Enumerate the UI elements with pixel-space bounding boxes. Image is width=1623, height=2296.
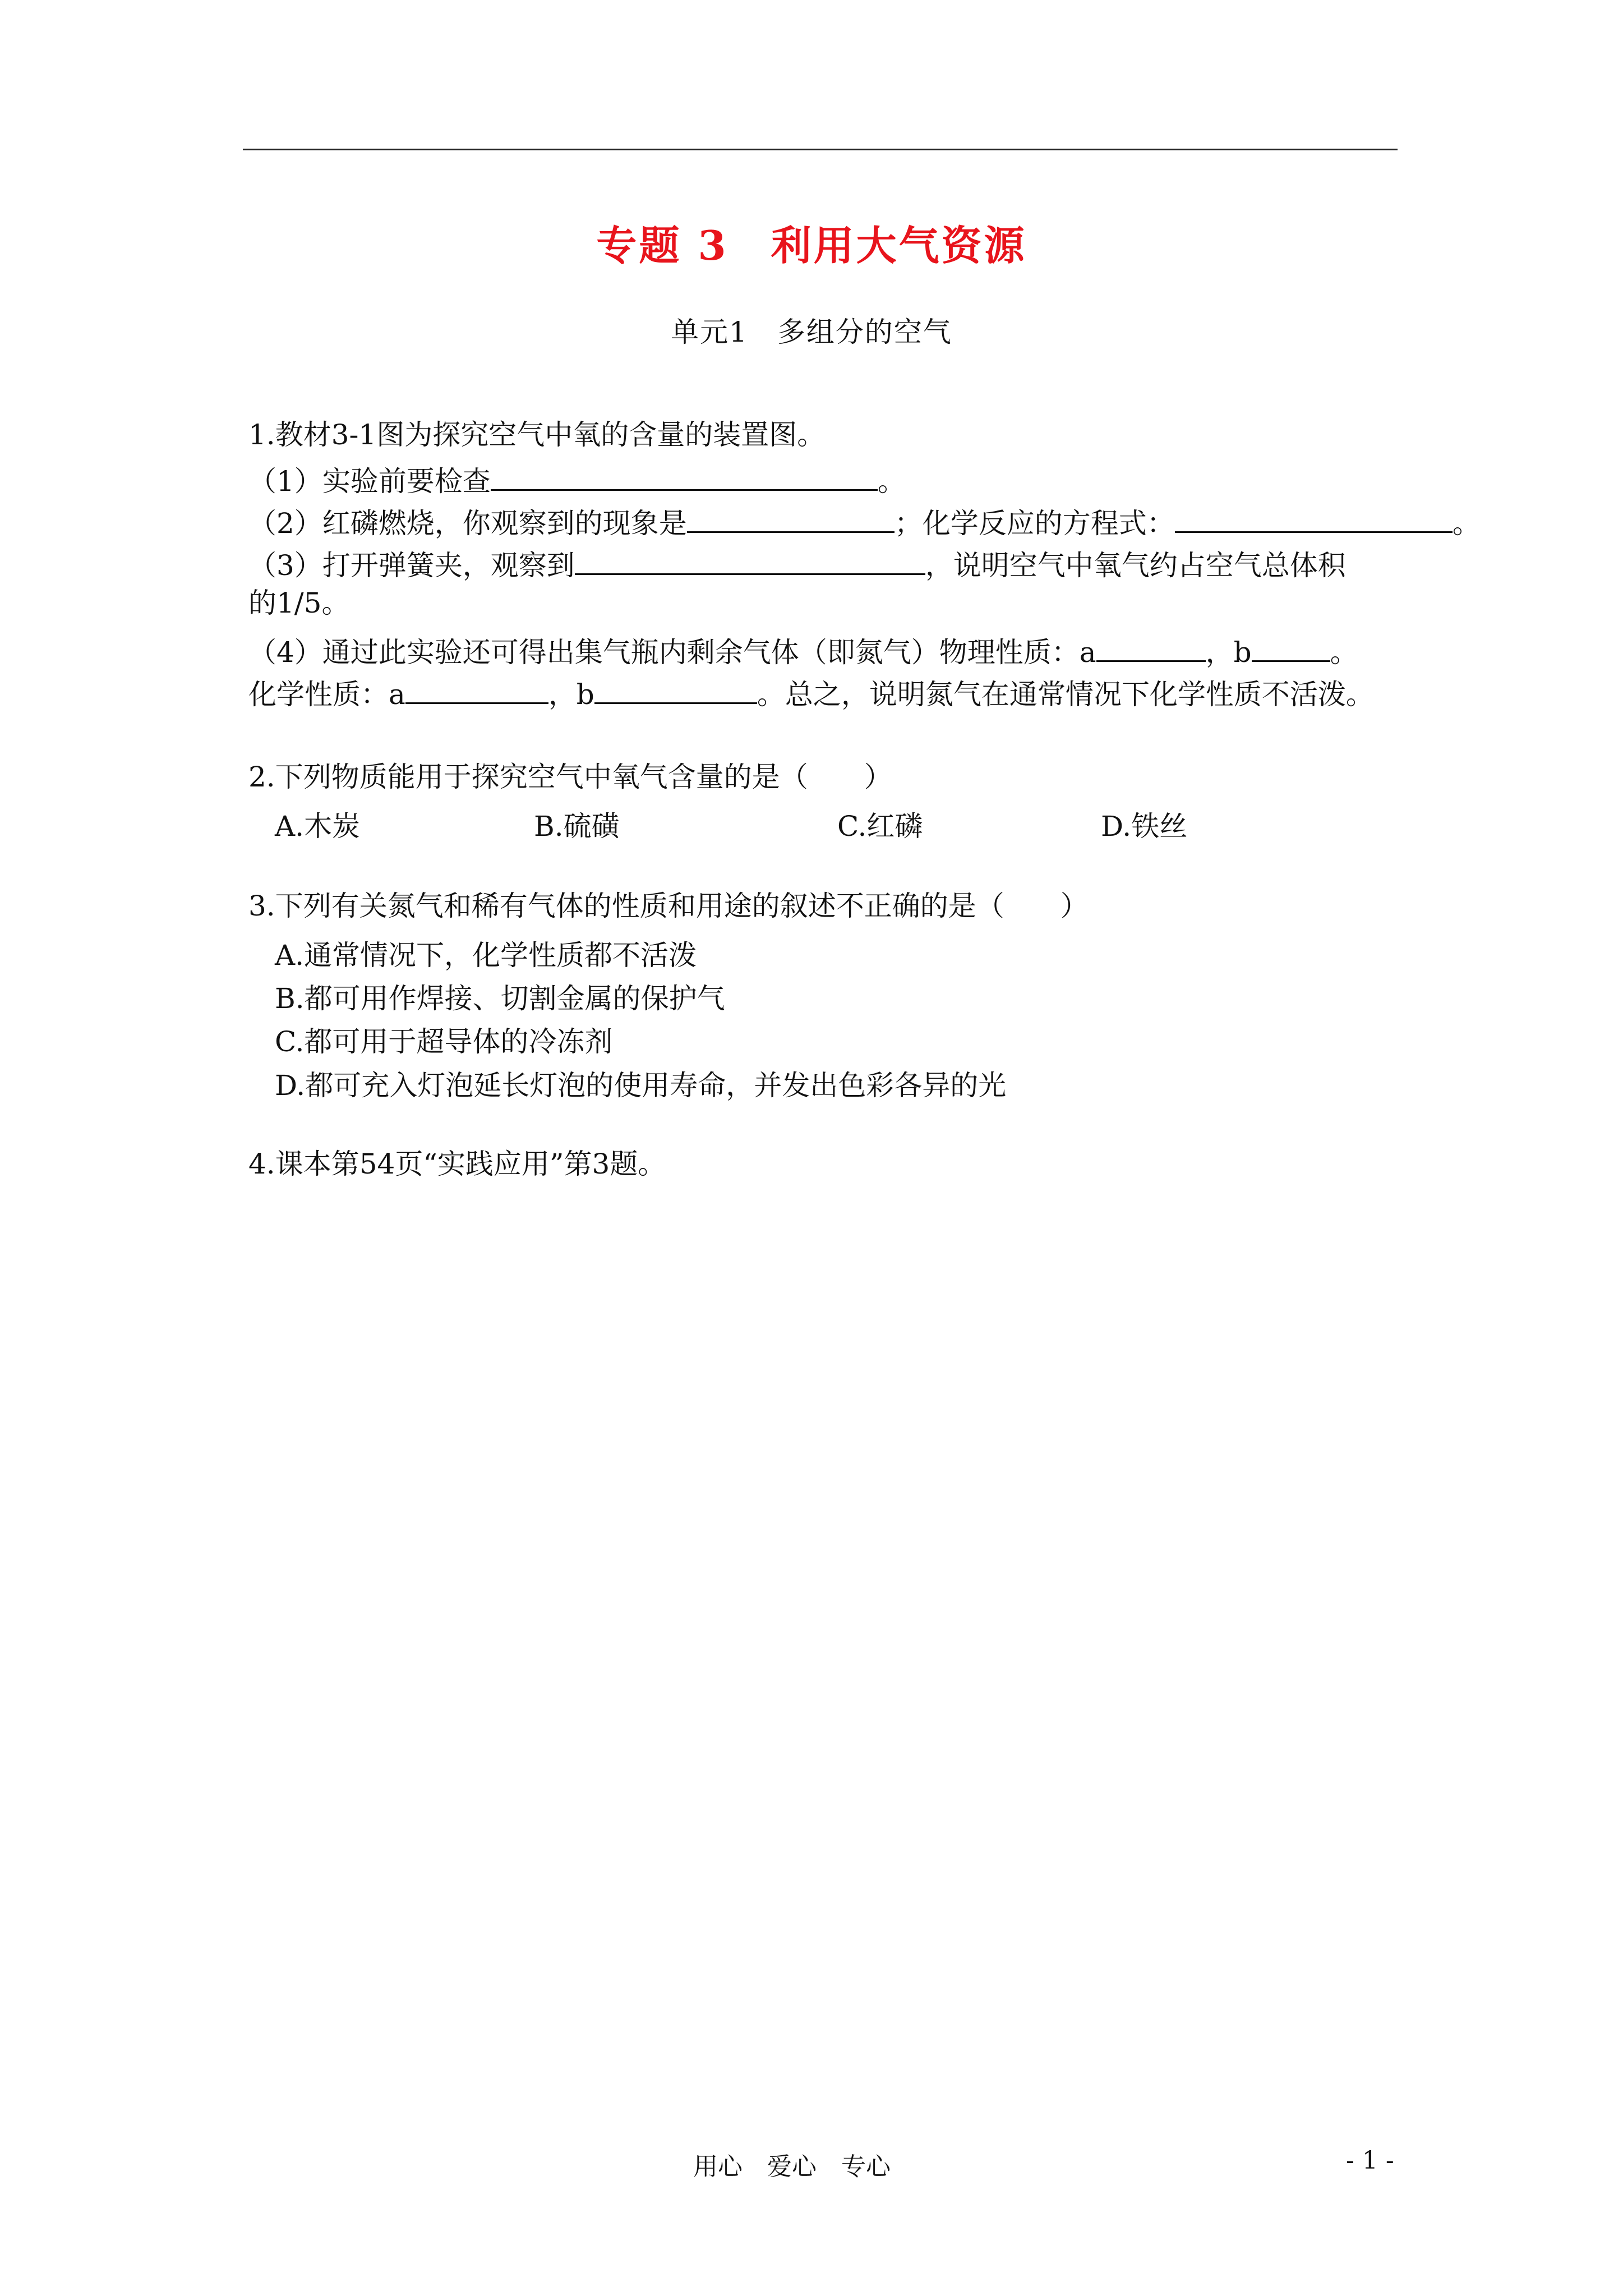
page-number: - 1 - (1346, 2146, 1394, 2175)
q2-option-c[interactable]: C.红磷 (837, 810, 923, 843)
q1-part5 (248, 673, 1374, 711)
q1-part5-end: 。总之，说明氮气在通常情况下化学性质不活泼。 (757, 678, 1374, 711)
q1-part5-text: 化学性质：a (248, 678, 405, 711)
q3-option-b[interactable]: B.都可用作焊接、切割金属的保护气 (275, 982, 725, 1015)
q3-option-d[interactable]: D.都可充入灯泡延长灯泡的使用寿命，并发出色彩各异的光 (275, 1069, 1007, 1102)
q1-part3-after: ，说明空气中氧气约占空气总体积 (925, 549, 1346, 582)
q1-part2 (248, 502, 1481, 540)
q1-part1-blank[interactable] (491, 460, 878, 491)
q2-option-a[interactable]: A.木炭 (275, 810, 361, 843)
q1-part3 (248, 544, 1346, 582)
header-rule (243, 149, 1398, 150)
q1-part2-text: （2）红磷燃烧，你观察到的现象是 (248, 507, 687, 540)
q2-option-d[interactable]: D.铁丝 (1101, 810, 1188, 843)
q4-stem: 4.课本第54页“实践应用”第3题。 (248, 1148, 666, 1180)
q3-stem: 3.下列有关氮气和稀有气体的性质和用途的叙述不正确的是（ ） (248, 890, 1089, 922)
q1-part4 (248, 631, 1358, 669)
q1-stem: 1.教材3-1图为探究空气中氧的含量的装置图。 (248, 418, 826, 451)
q1-part1-text: （1）实验前要检查 (248, 465, 491, 498)
q1-part4-end: 。 (1330, 636, 1358, 669)
q2-stem: 2.下列物质能用于探究空气中氧气含量的是（ ） (248, 761, 892, 793)
q2-option-b[interactable]: B.硫磺 (534, 810, 620, 843)
q1-part5-mid: ，b (548, 678, 594, 711)
footer-motto: 用心 爱心 专心 (693, 2152, 891, 2181)
q3-option-a[interactable]: A.通常情况下，化学性质都不活泼 (275, 939, 697, 972)
q1-part3-text: （3）打开弹簧夹，观察到 (248, 549, 575, 582)
q1-part2-end: 。 (1452, 507, 1481, 540)
q3-option-c[interactable]: C.都可用于超导体的冷冻剂 (275, 1025, 613, 1058)
q1-part2-mid: ；化学反应的方程式： (894, 507, 1175, 540)
q1-part2-blank-phenomenon[interactable] (687, 502, 895, 533)
q1-part4-blank-b[interactable] (1252, 631, 1330, 662)
q1-part2-blank-equation[interactable] (1175, 502, 1453, 533)
q1-part3-cont: 的1/5。 (248, 587, 350, 619)
q1-part1 (248, 460, 906, 498)
q1-part1-end: 。 (877, 465, 906, 498)
unit-subtitle: 单元1 多组分的空气 (671, 316, 952, 348)
q1-part4-blank-a[interactable] (1096, 631, 1206, 662)
page-title: 专题 3 利用大气资源 (596, 222, 1027, 269)
q1-part4-mid: ，b (1205, 636, 1252, 669)
q1-part5-blank-a[interactable] (405, 673, 548, 704)
q1-part3-blank[interactable] (575, 544, 925, 575)
q1-part4-text: （4）通过此实验还可得出集气瓶内剩余气体（即氮气）物理性质：a (248, 636, 1096, 669)
q1-part5-blank-b[interactable] (594, 673, 757, 704)
